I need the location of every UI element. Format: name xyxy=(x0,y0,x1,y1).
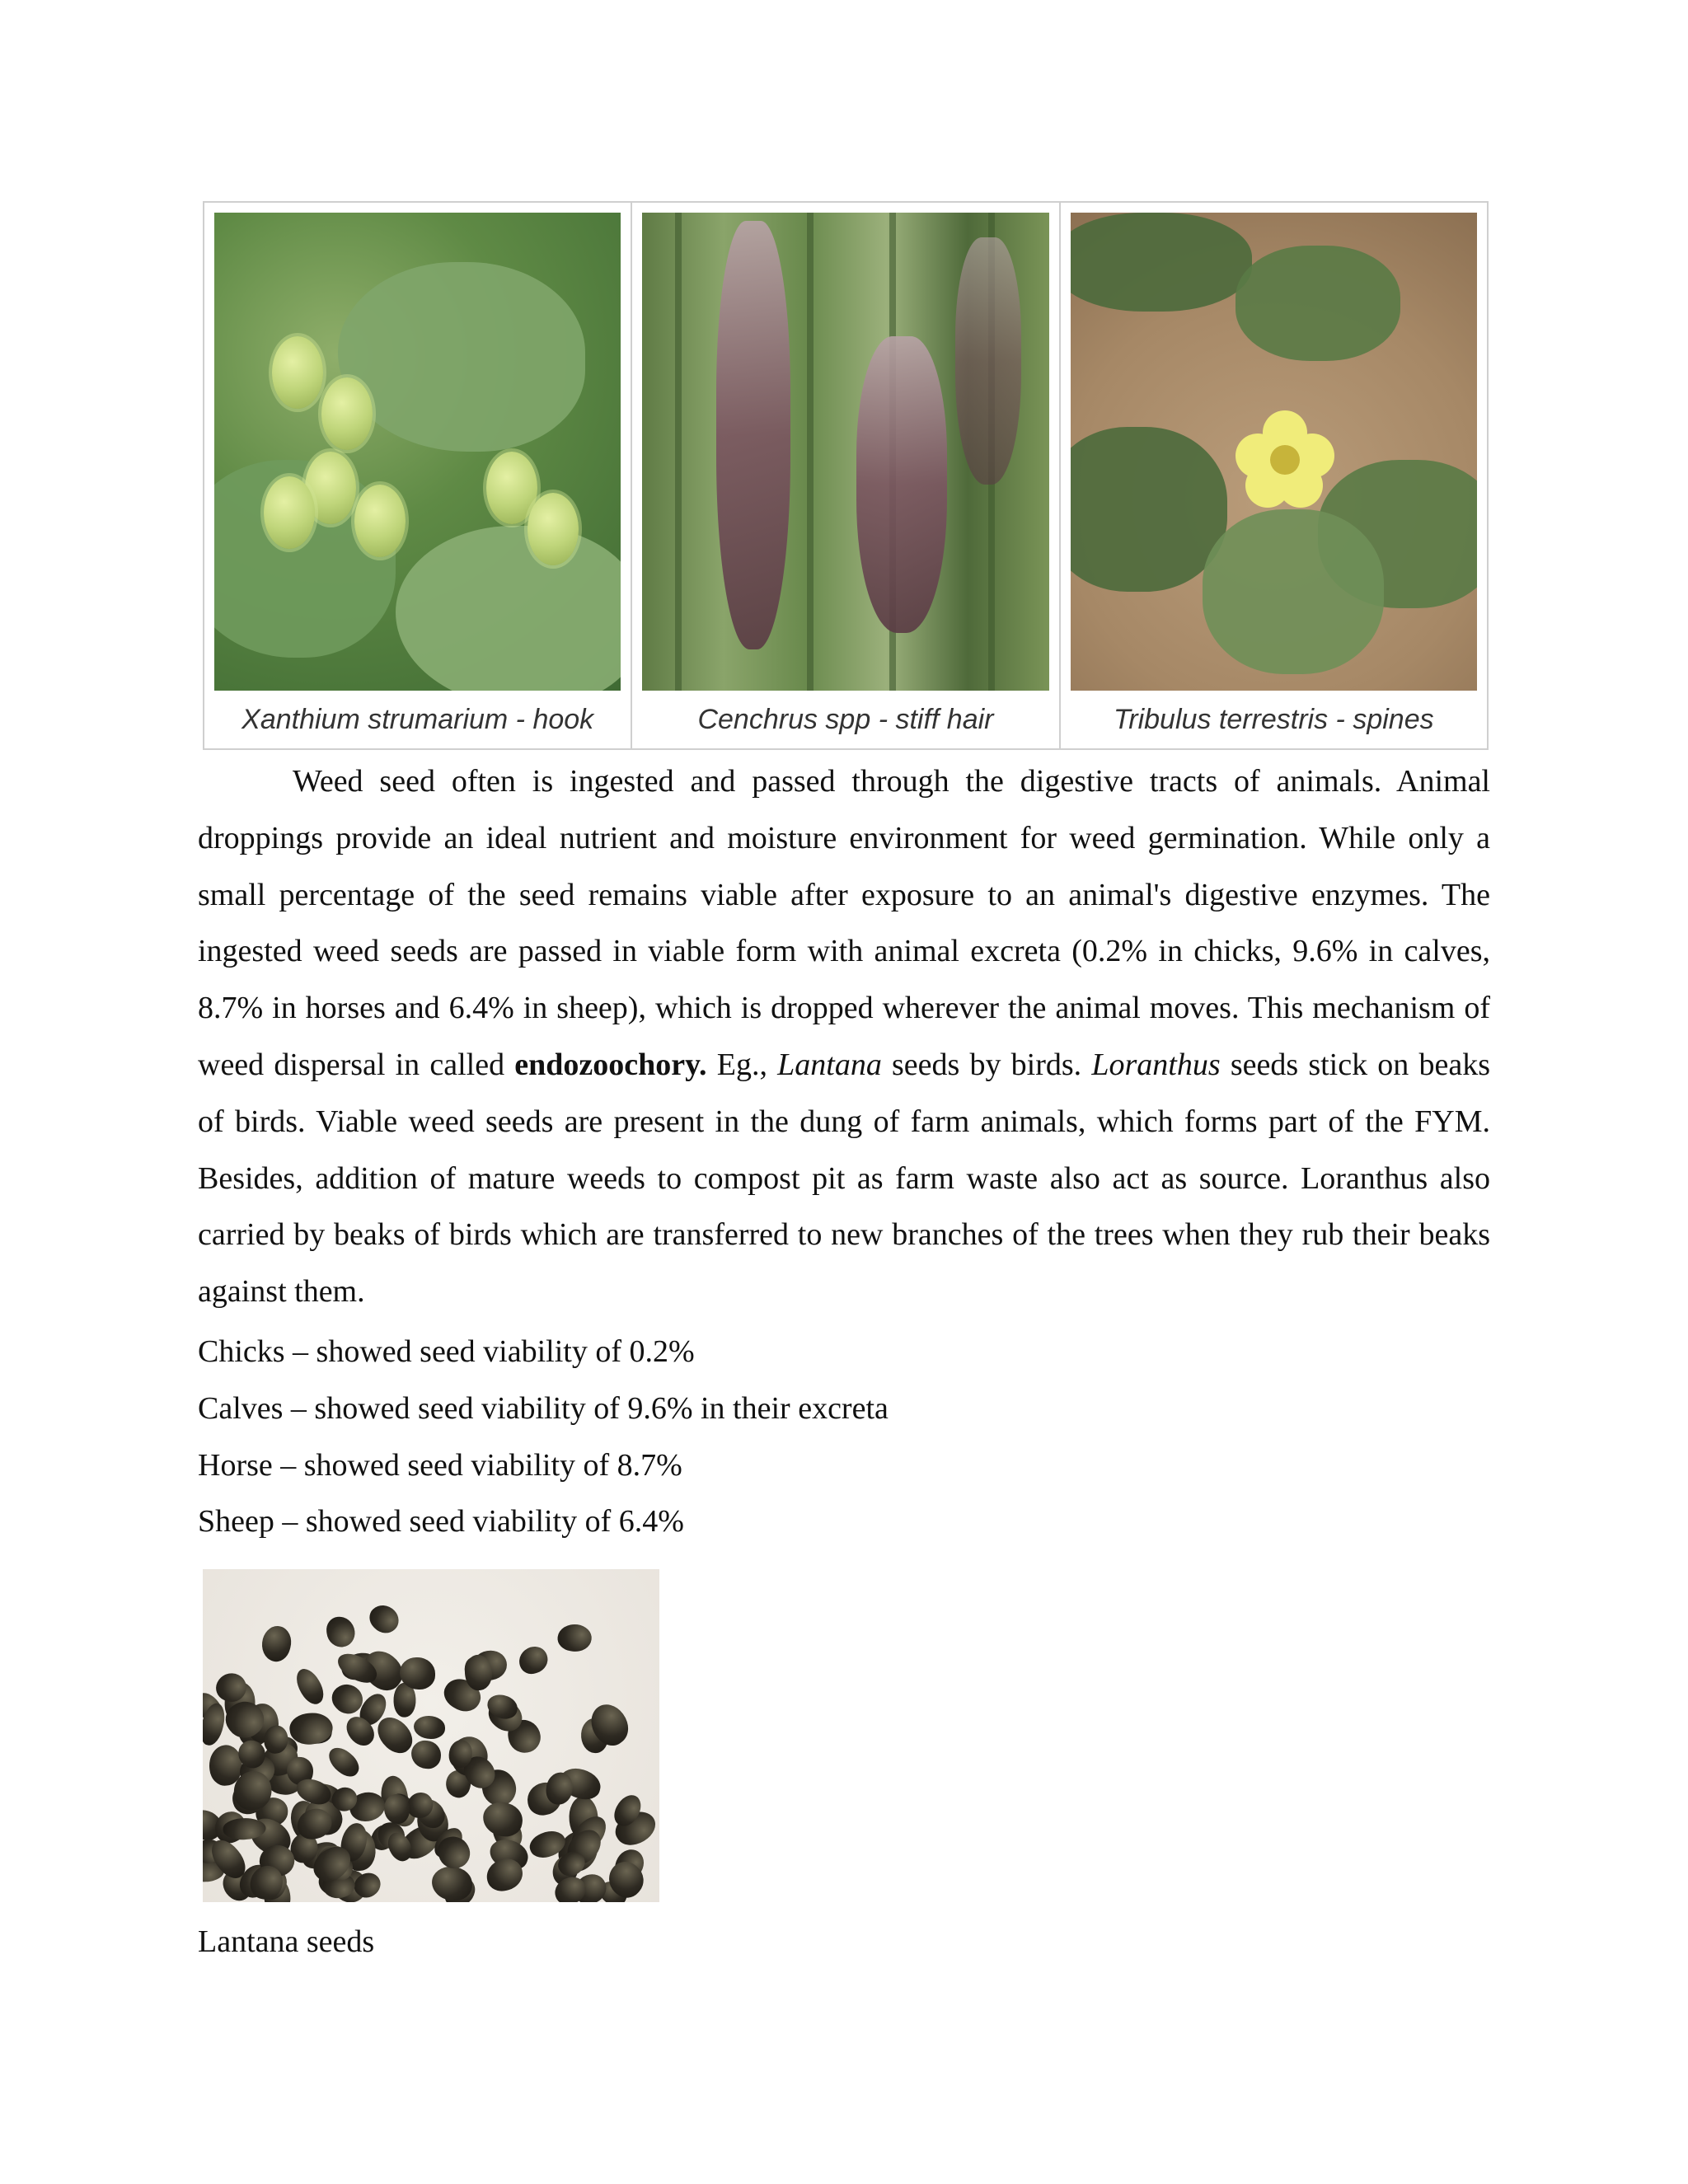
seed-grain xyxy=(546,1772,574,1806)
figure-caption-3: Tribulus terrestris - spines xyxy=(1114,703,1434,735)
figure-caption-2: Cenchrus spp - stiff hair xyxy=(697,703,994,735)
viability-list xyxy=(198,1324,889,1550)
seed-grain xyxy=(431,1865,473,1901)
seed-grain xyxy=(364,1599,404,1638)
seed-grain xyxy=(556,1622,593,1652)
seed-grain xyxy=(325,1615,357,1648)
seeds-caption: Lantana seeds xyxy=(198,1924,375,1959)
seed-grain xyxy=(258,1623,295,1664)
figure-panel-tribulus xyxy=(1061,203,1487,748)
viability-calves: Calves – showed seed viability of 9.6% in their excreta xyxy=(198,1390,889,1426)
term-lantana: Lantana xyxy=(777,1047,882,1082)
figure-panel-cenchrus xyxy=(632,203,1060,748)
term-endozoochory: endozoochory. xyxy=(514,1047,707,1082)
endozoochory-paragraph: Weed seed often is ingested and passed through the digestive tracts of animals. Animal droppings provide an ideal nutrient and moisture environment for weed germination. While only a small percentage of the seed remains viable after exposure to an animal's digestive enzymes. The ingested weed seeds are passed in viable form with animal excreta (0.2% in chicks, 9.6% in calves, 8.7% in horses and 6.4% in sheep), which is dropped wherever the animal moves. This mechanism of weed dispersal in called endozoochory. Eg., Lantana seeds by birds. Loranthus seeds stick on beaks of birds. Viable weed seeds are present in the dung of farm animals, which forms part of the FYM. Besides, addition of mature weeds to compost pit as farm waste also act as source. Loranthus also carried by beaks of birds which are transferred to new branches of the trees when they rub their beaks against them. xyxy=(198,764,1490,1310)
body-text xyxy=(198,753,1490,1320)
figure-caption-1: Xanthium strumarium - hook xyxy=(241,703,594,735)
seed-grain xyxy=(324,1743,364,1782)
viability-sheep: Sheep – showed seed viability of 6.4% xyxy=(198,1504,684,1540)
seed-grain xyxy=(291,1665,329,1708)
xanthium-photo xyxy=(214,213,621,691)
seed-grain xyxy=(264,1725,288,1754)
seed-grain xyxy=(414,1716,446,1739)
seed-grain xyxy=(383,1794,410,1825)
term-loranthus: Loranthus xyxy=(1091,1047,1221,1082)
seed-grain xyxy=(410,1740,441,1770)
seed-grain xyxy=(400,1657,435,1690)
seed-grain xyxy=(516,1643,551,1678)
viability-horse: Horse – showed seed viability of 8.7% xyxy=(198,1447,682,1483)
lantana-seeds-photo xyxy=(203,1569,659,1902)
tribulus-photo xyxy=(1071,213,1477,691)
cenchrus-photo xyxy=(642,213,1048,691)
dispersal-figure xyxy=(203,201,1489,750)
figure-panel-xanthium xyxy=(204,203,632,748)
viability-chicks: Chicks – showed seed viability of 0.2% xyxy=(198,1334,695,1369)
flower-icon xyxy=(1236,410,1334,509)
